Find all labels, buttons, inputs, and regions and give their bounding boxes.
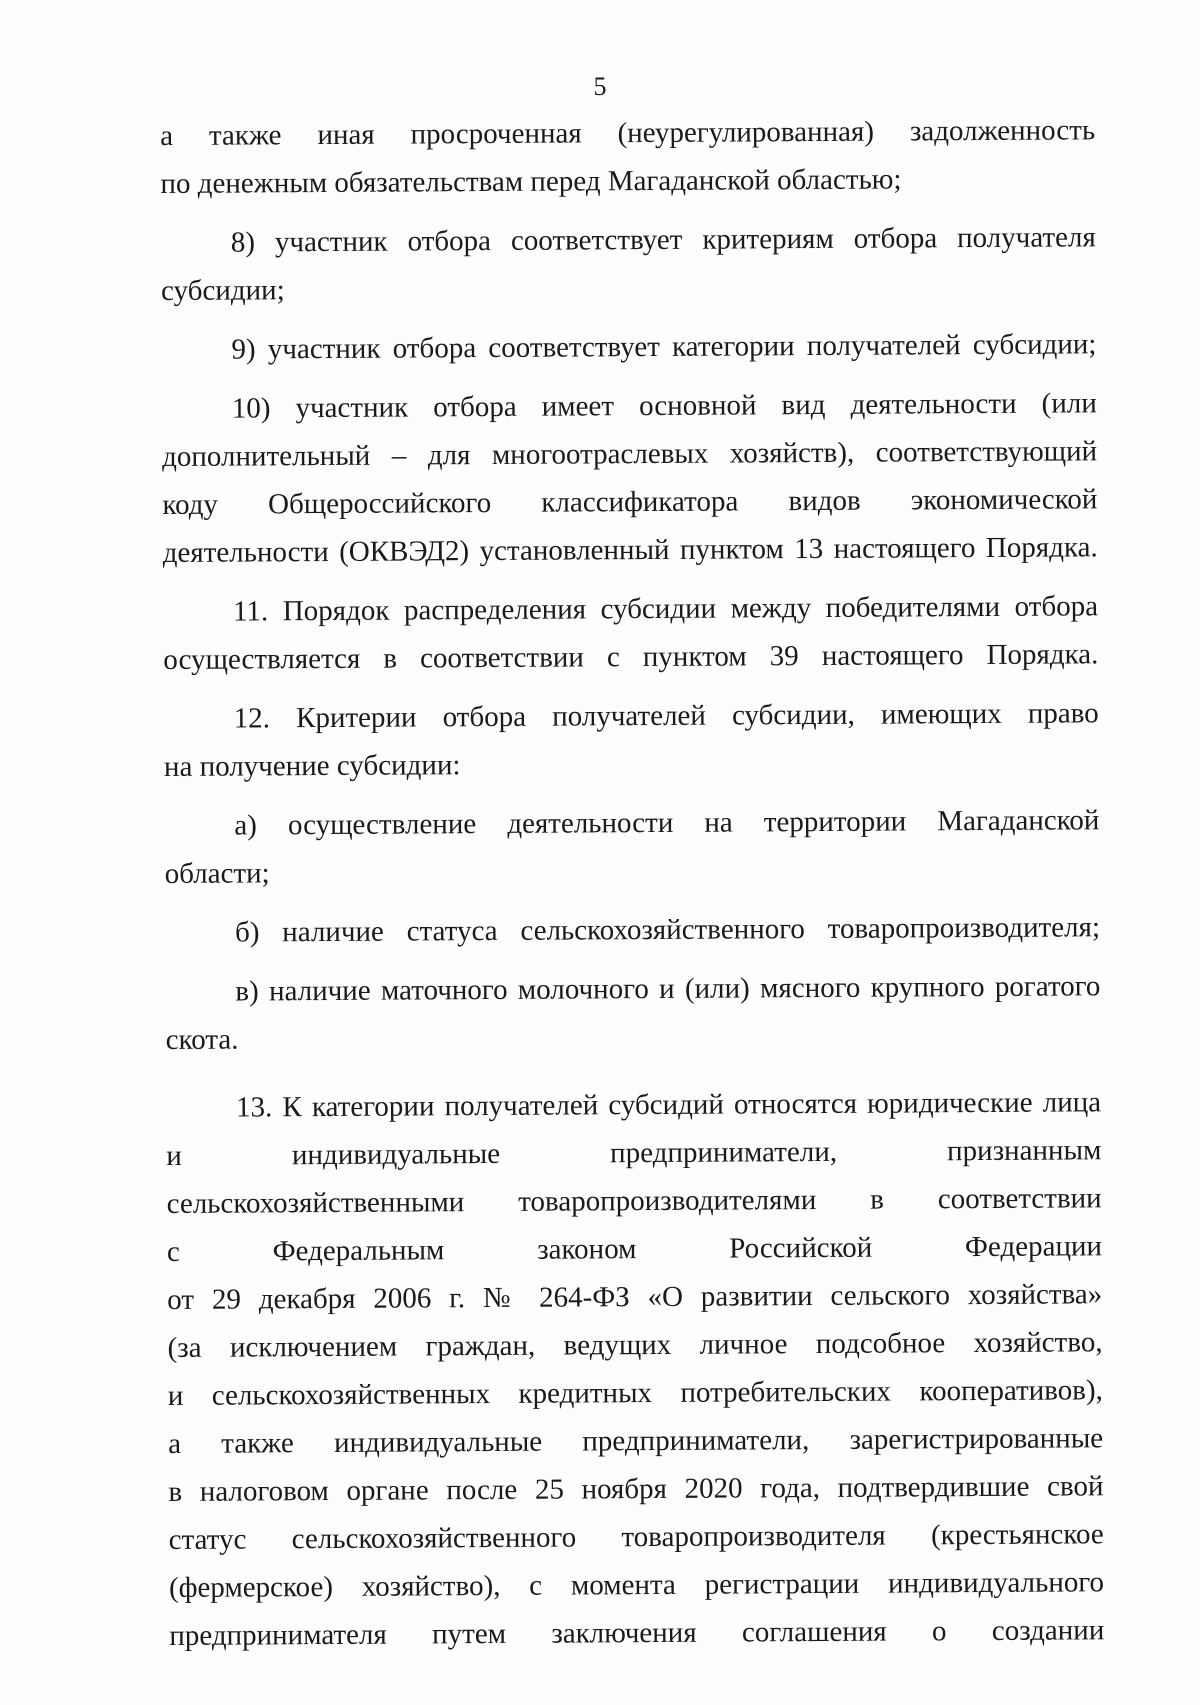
text-line: с Федеральным законом Российской Федерации: [166, 1230, 1103, 1268]
text-line: от 29 декабря 2006 г. № 264-ФЗ «О развитии сельского хозяйства»: [167, 1278, 1103, 1316]
text-line: коду Общероссийского классификатора видов экономической: [162, 483, 1098, 521]
text-line: 8) участник отбора соответствует критериям отбора получателя: [230, 221, 1096, 259]
text-line: дополнительный – для многоотраслевых хозяйств), соответствующий: [162, 435, 1098, 473]
text-line: скота.: [165, 1023, 239, 1056]
page-number: 5: [593, 72, 607, 101]
text-line: в налоговом органе после 25 ноября 2020 года, подтвердившие свой: [168, 1470, 1104, 1508]
text-line: осуществляется в соответствии с пунктом 39 настоящего Порядка.: [163, 638, 1099, 676]
text-line: а) осуществление деятельности на территории Магаданской: [234, 804, 1100, 842]
text-line: 9) участник отбора соответствует категории получателей субсидии;: [231, 328, 1097, 366]
text-line: в) наличие маточного молочного и (или) мясного крупного рогатого: [235, 970, 1101, 1008]
text-line: области;: [164, 857, 270, 890]
text-line: 13. К категории получателей субсидий относятся юридические лица: [235, 1086, 1102, 1124]
text-line: статус сельскохозяйственного товаропроизводителя (крестьянское: [168, 1518, 1104, 1556]
text-line: на получение субсидии:: [163, 749, 461, 783]
text-line: и сельскохозяйственных кредитных потребительских кооперативов),: [167, 1374, 1103, 1412]
text-line: (фермерское) хозяйство), с момента регистрации индивидуального: [168, 1566, 1105, 1604]
text-line: сельскохозяйственными товаропроизводителями в соответствии: [166, 1182, 1102, 1220]
text-line: предпринимателя путем заключения соглашения о создании: [169, 1614, 1105, 1652]
text-line: 10) участник отбора имеет основной вид деятельности (или: [231, 387, 1097, 425]
text-line: 11. Порядок распределения субсидии между победителями отбора: [232, 590, 1099, 628]
text-line: деятельности (ОКВЭД2) установленный пунктом 13 настоящего Порядка.: [162, 531, 1098, 569]
text-line: 12. Критерии отбора получателей субсидии, имеющих право: [233, 697, 1099, 735]
text-line: а также индивидуальные предприниматели, зарегистрированные: [168, 1422, 1104, 1460]
document-body: [160, 106, 1104, 1660]
text-line: по денежным обязательствам перед Магаданской областью;: [160, 163, 902, 200]
text-line: субсидии;: [160, 274, 285, 307]
text-line: а также иная просроченная (неурегулированная) задолженность: [160, 114, 1096, 152]
text-line: (за исключением граждан, ведущих личное подсобное хозяйство,: [167, 1326, 1103, 1364]
text-line: и индивидуальные предприниматели, признанным: [166, 1134, 1102, 1172]
text-line: б) наличие статуса сельскохозяйственного товаропроизводителя;: [234, 911, 1101, 949]
